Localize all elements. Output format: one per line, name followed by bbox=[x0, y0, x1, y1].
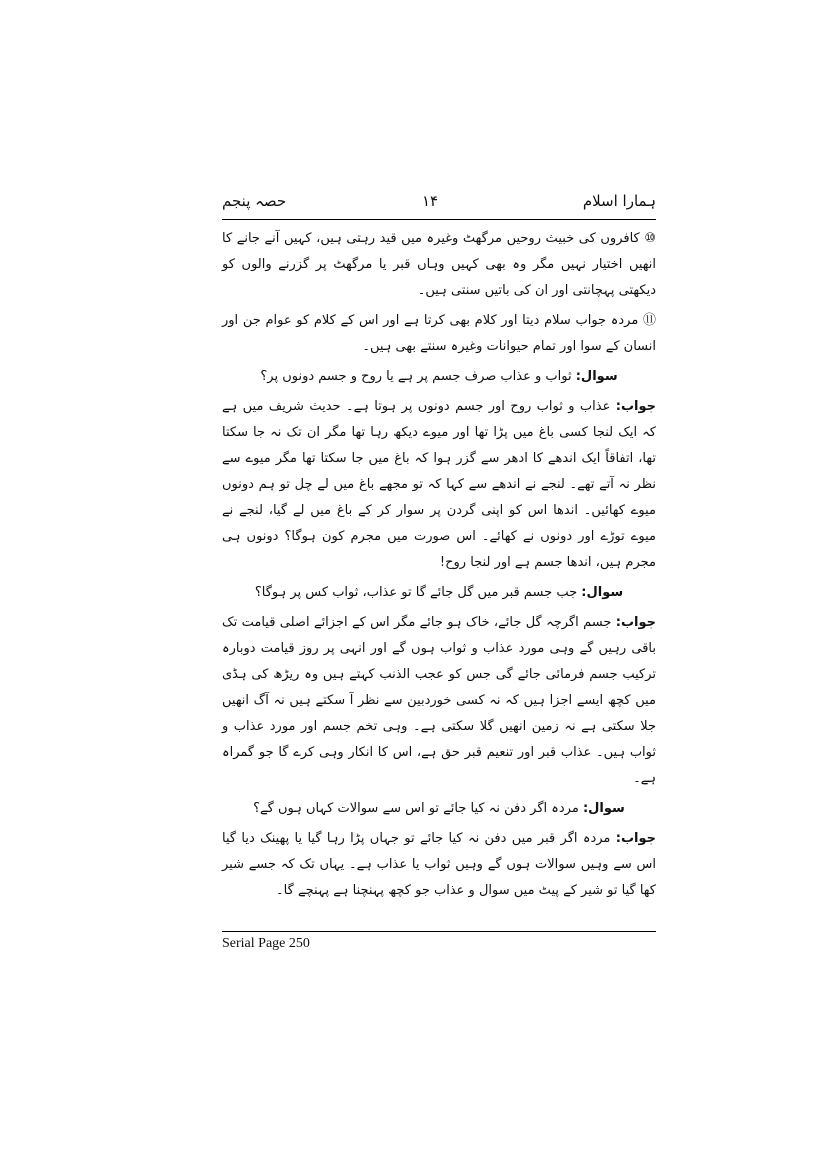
answer-label: جواب: bbox=[615, 831, 656, 846]
question-3 bbox=[222, 796, 656, 822]
footer-rule bbox=[222, 931, 656, 932]
answer-2 bbox=[222, 610, 656, 792]
header-part-title: حصہ پنجم bbox=[222, 192, 287, 210]
answer-label: جواب: bbox=[615, 615, 656, 630]
question-label: سوال: bbox=[581, 585, 624, 600]
paragraph-11: ⑪ مردہ جواب سلام دیتا اور کلام بھی کرتا ہے اور اس کے کلام کو عوام جن اور انسان کے سوا اور تمام حیوانات وغیرہ سنتے بھی ہیں۔ bbox=[222, 313, 656, 354]
question-1 bbox=[222, 364, 656, 390]
question-text: جب جسم قبر میں گل جائے گا تو عذاب، ثواب کس پر ہوگا؟ bbox=[254, 585, 578, 600]
header-rule bbox=[222, 219, 656, 220]
answer-3 bbox=[222, 826, 656, 904]
answer-1 bbox=[222, 394, 656, 576]
question-text: مردہ اگر دفن نہ کیا جائے تو اس سے سوالات کہاں ہوں گے؟ bbox=[253, 801, 579, 816]
header-page-number: ۱۴ bbox=[422, 192, 439, 210]
answer-label: جواب: bbox=[615, 399, 656, 414]
answer-text: مردہ اگر قبر میں دفن نہ کیا جائے تو جہاں پڑا رہا گیا یا پھینک دیا گیا اس سے وہیں سوالات ہوں گے وہیں ثواب یا عذاب ہے۔ یہاں تک کہ جسے شیر کھا گیا تو شیر کے پیٹ میں سوال و عذاب جو کچھ پہنچنا ہے پہنچے گا۔ bbox=[222, 831, 656, 898]
question-text: ثواب و عذاب صرف جسم پر ہے یا روح و جسم دونوں پر؟ bbox=[260, 369, 572, 384]
page-header bbox=[222, 190, 656, 218]
paragraph-10: ⑩ کافروں کی خبیث روحیں مرگھٹ وغیرہ میں قید رہتی ہیں، کہیں آنے جانے کا انھیں اختیار نہیں مگر وہ بھی کہیں وہاں قبر یا مرگھٹ پر گزرنے والوں کو دیکھتی پہچانتی اور ان کی باتیں سنتی ہیں۔ bbox=[222, 231, 656, 298]
header-book-title: ہمارا اسلام bbox=[582, 192, 656, 210]
question-label: سوال: bbox=[575, 369, 618, 384]
answer-text: جسم اگرچہ گل جائے، خاک ہو جائے مگر اس کے اجزائے اصلی قیامت تک باقی رہیں گے وہی مورد عذاب و ثواب ہوں گے اور انہی پر روز قیامت دوبارہ ترکیب جسم فرمائی جائے گی جس کو عجب الذنب کہتے ہیں وہ ریڑھ کی ہڈی میں کچھ ایسے اجزا ہیں کہ نہ کسی خوردبین سے نظر آ سکتے ہیں نہ آگ انھیں جلا سکتی ہے نہ زمین انھیں گلا سکتی ہے۔ وہی تخم جسم اور مورد عذاب و ثواب ہیں۔ عذاب قبر اور تنعیم قبر حق ہے، اس کا انکار وہی کرے گا جو گمراہ ہے۔ bbox=[222, 615, 656, 786]
page-body bbox=[222, 226, 656, 908]
question-2 bbox=[222, 580, 656, 606]
answer-text: عذاب و ثواب روح اور جسم دونوں پر ہوتا ہے۔ حدیث شریف میں ہے کہ ایک لنجا کسی باغ میں پڑا تھا اور میوے دیکھ رہا تھا مگر ان تک نہ جا سکتا تھا، اتفاقاً ایک اندھے کا ادھر سے گزر ہوا کہ باغ میں جا سکتا تھا مگر میوے سے نظر نہ آتے تھے۔ لنجے نے اندھے سے کہا کہ تو مجھے باغ میں لے چل تو ہم دونوں میوے کھائیں۔ اندھا اس کو اپنی گردن پر سوار کر کے باغ میں لے گیا، لنجے نے میوے توڑے اور دونوں نے کھائے۔ اس صورت میں مجرم کون ہوگا؟ دونوں ہی مجرم ہیں، اندھا جسم ہے اور لنجا روح! bbox=[222, 399, 656, 570]
serial-page-footer: Serial Page 250 bbox=[222, 936, 310, 951]
question-label: سوال: bbox=[582, 801, 625, 816]
